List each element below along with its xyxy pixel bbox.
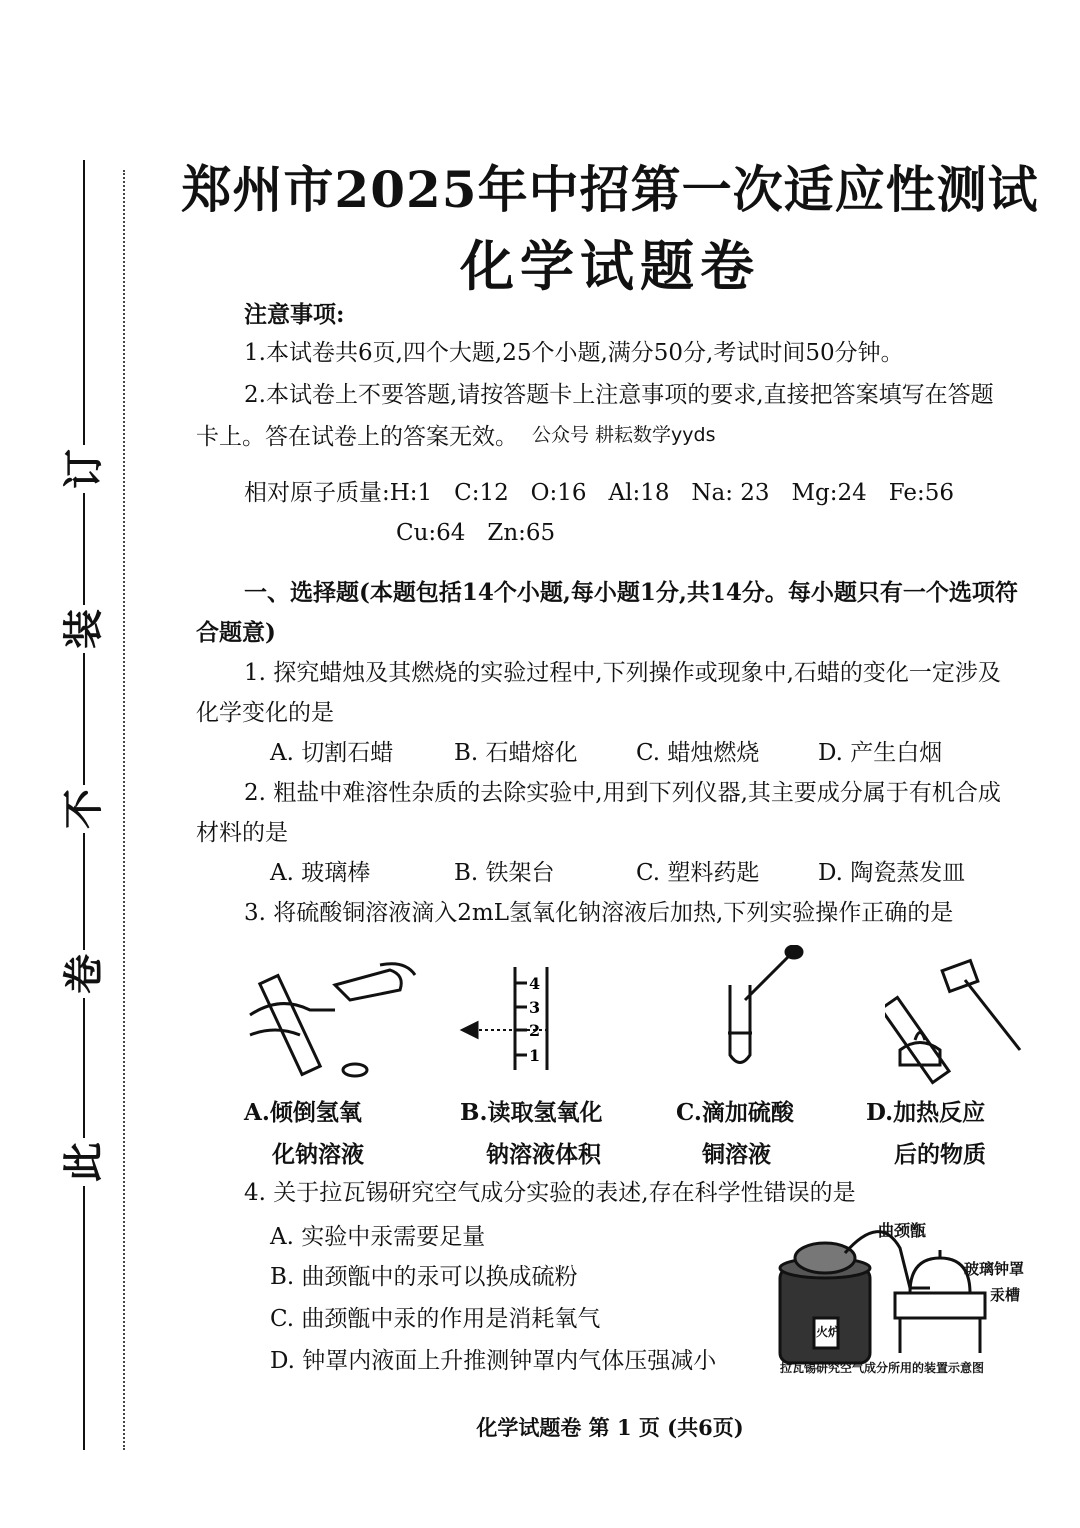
section-heading: 一、选择题(本题包括14个小题,每小题1分,共14分。每小题只有一个选项符	[244, 579, 1018, 606]
binding-char-5: 此	[60, 1138, 108, 1186]
q3-scale-tick-4: 4	[529, 974, 541, 993]
q3-caption-d-line2: 后的物质	[894, 1141, 986, 1168]
notes-heading: 注意事项:	[244, 301, 345, 328]
q2-stem-cont: 材料的是	[196, 820, 288, 846]
q3-caption-c-line2: 铜溶液	[702, 1141, 771, 1168]
q2-stem: 2. 粗盐中难溶性杂质的去除实验中,用到下列仪器,其主要成分属于有机合成	[244, 780, 1001, 806]
q4-label-furnace: 火炉	[816, 1325, 841, 1339]
q3-caption-a-line1: A.倾倒氢氧	[244, 1099, 362, 1126]
q1-option-c: C. 蜡烛燃烧	[636, 740, 760, 766]
q4-option-d: D. 钟罩内液面上升推测钟罩内气体压强减小	[270, 1348, 717, 1374]
q3-scale-tick-2: 2	[529, 1021, 541, 1040]
q1-stem-cont: 化学变化的是	[196, 700, 334, 726]
binding-char-4: 卷	[60, 950, 108, 998]
notes-item-2-line1: 2.本试卷上不要答题,请按答题卡上注意事项的要求,直接把答案填写在答题	[244, 382, 994, 408]
exam-subtitle: 化学试题卷	[460, 234, 760, 298]
q4-stem: 4. 关于拉瓦锡研究空气成分实验的表述,存在科学性错误的是	[244, 1180, 856, 1206]
q2-option-d: D. 陶瓷蒸发皿	[818, 860, 966, 886]
notes-item-2-line2: 卡上。答在试卷上的答案无效。	[196, 424, 518, 450]
q4-label-bell-jar: 玻璃钟罩	[964, 1260, 1025, 1278]
binding-char-3: 不	[60, 785, 108, 833]
binding-dotted-line	[123, 170, 125, 1450]
q1-option-a: A. 切割石蜡	[270, 740, 394, 766]
q3-caption-d-line1: D.加热反应	[866, 1099, 986, 1126]
q3-scale-tick-1: 1	[529, 1046, 541, 1065]
q3-figure-c-dropping	[710, 945, 820, 1075]
q3-figure-d-heating	[885, 955, 1035, 1085]
q3-scale-tick-3: 3	[529, 998, 541, 1017]
q3-figure-a-pouring	[240, 955, 420, 1085]
exam-title: 郑州市2025年中招第一次适应性测试	[181, 160, 1039, 219]
q4-option-a: A. 实验中汞需要足量	[270, 1224, 486, 1250]
q2-option-a: A. 玻璃棒	[270, 860, 371, 886]
watermark-text: 公众号 耕耘数学yyds	[532, 424, 716, 446]
section-heading-cont: 合题意)	[196, 619, 276, 646]
q1-stem: 1. 探究蜡烛及其燃烧的实验过程中,下列操作或现象中,石蜡的变化一定涉及	[244, 660, 1001, 686]
q4-label-retort: 曲颈甑	[878, 1221, 927, 1240]
q4-figure-caption: 拉瓦锡研究空气成分所用的装置示意图	[780, 1361, 985, 1375]
q4-figure-lavoisier	[770, 1218, 1050, 1378]
q3-caption-c-line1: C.滴加硫酸	[676, 1099, 794, 1126]
q4-label-mercury-trough: 汞槽	[990, 1286, 1021, 1304]
binding-char-2: 装	[60, 605, 108, 653]
q4-option-b: B. 曲颈甑中的汞可以换成硫粉	[270, 1264, 578, 1290]
page-footer: 化学试题卷 第 1 页 (共6页)	[476, 1415, 744, 1440]
q3-caption-b-line2: 钠溶液体积	[486, 1141, 601, 1168]
q3-caption-b-line1: B.读取氢氧化	[460, 1099, 603, 1126]
q2-option-c: C. 塑料药匙	[636, 860, 760, 886]
q2-option-b: B. 铁架台	[454, 860, 555, 886]
notes-item-1: 1.本试卷共6页,四个大题,25个小题,满分50分,考试时间50分钟。	[244, 340, 904, 366]
q3-stem: 3. 将硫酸铜溶液滴入2mL氢氧化钠溶液后加热,下列实验操作正确的是	[244, 900, 954, 926]
atomic-mass-line1: 相对原子质量:H:1 C:12 O:16 Al:18 Na: 23 Mg:24 Fe:56	[244, 480, 955, 506]
binding-char-1: 订	[60, 445, 108, 493]
q4-option-c: C. 曲颈甑中汞的作用是消耗氧气	[270, 1306, 601, 1332]
q3-caption-a-line2: 化钠溶液	[272, 1141, 364, 1168]
q3-figure-b-reading	[455, 965, 565, 1075]
atomic-mass-line2: Cu:64 Zn:65	[396, 520, 556, 546]
q1-option-b: B. 石蜡熔化	[454, 740, 578, 766]
q1-option-d: D. 产生白烟	[818, 740, 943, 766]
